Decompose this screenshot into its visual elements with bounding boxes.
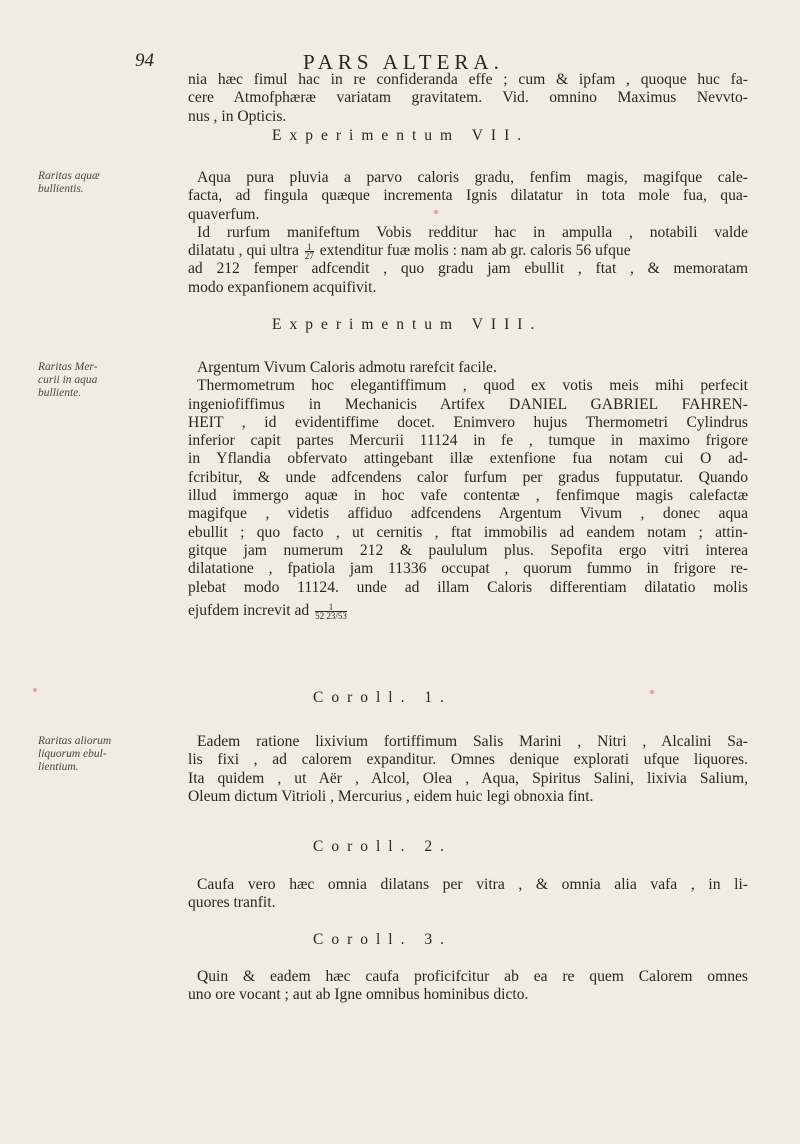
margin-note-line: bulliente. — [38, 387, 82, 399]
paper-speck — [650, 690, 654, 694]
intro-paragraph — [188, 71, 748, 126]
text-line: dilatatione , fpatiola jam 11336 occupat , quorum fummo in frigore re- — [188, 560, 748, 578]
text-line: Quin & eadem hæc caufa proficifcitur ab ea re quem Calorem omnes — [197, 968, 748, 985]
text-line: fcribitur, & unde adfcendens calor furfum per gradus fupputatur. Quando — [188, 468, 748, 486]
text-line: Oleum dictum Vitrioli , Mercurius , eidem huic legi obnoxia fint. — [188, 787, 594, 805]
text-line: HEIT , id evidentiffime docet. Enimvero hujus Thermometri Cylindrus — [188, 413, 748, 431]
text-line: quores tranfit. — [188, 894, 276, 912]
margin-note-raritas-aquae — [38, 170, 173, 196]
text-line: nia hæc fimul hac in re confideranda effe ; cum & ipfam , quoque huc fa- — [188, 71, 748, 88]
text-line: uno ore vocant ; aut ab Igne omnibus hominibus dicto. — [188, 986, 529, 1004]
fraction-one-twenty-seventh — [305, 243, 314, 260]
text-line: quaverfum. — [188, 205, 260, 223]
text-line: Eadem ratione lixivium fortiffimum Salis Marini , Nitri , Alcalini Sa- — [197, 733, 748, 750]
text-line: magifque , videtis affiduo adfcendens Argentum Vivum , donec aqua — [188, 505, 748, 523]
paper-speck — [434, 210, 438, 214]
margin-note-line: bullientis. — [38, 183, 84, 195]
text-line: gitque jam numerum 212 & paululum plus. Sepofita ergo vitri interea — [188, 541, 748, 559]
margin-note-line: curii in aqua — [38, 374, 98, 386]
page-number: 94 — [135, 50, 154, 71]
text-line: Id rurfum manifeftum Vobis redditur hac in ampulla , notabili valde — [197, 223, 748, 241]
corollary-1-heading: Coroll. 1. — [313, 689, 452, 706]
corollary-2-text — [188, 876, 748, 913]
text-fragment: extenditur fuæ molis : nam ab gr. caloris 56 ufque — [319, 242, 631, 260]
text-fragment: dilatatu , qui ultra — [188, 242, 299, 260]
fraction-numerator: 1 — [315, 603, 347, 612]
text-line: facta, ad fingula quæque incrementa Ignis dilatatur in tota mole fua, qua- — [188, 187, 748, 205]
text-line: Ita quidem , ut Aër , Alcol, Olea , Aqua, Spiritus Salini, lixivia Salium, — [188, 769, 748, 787]
text-line: in Yflandia obfervato attingebant illæ extenfione fua notam cui O ad- — [188, 450, 748, 468]
text-line: plebat modo 11124. unde ad illam Caloris differentiam dilatatio molis — [188, 578, 748, 596]
fraction-numerator: 1 — [305, 243, 314, 252]
corollary-3-heading: Coroll. 3. — [313, 931, 452, 948]
corollary-2-heading: Coroll. 2. — [313, 838, 452, 855]
experiment-8-text — [188, 359, 748, 625]
fraction-dilatation-ratio — [315, 603, 347, 620]
running-head: PARS ALTERA. — [303, 50, 504, 74]
experiment-7-text — [188, 169, 748, 297]
margin-note-raritas-aliorum — [38, 735, 173, 774]
text-line: modo expanfionem acquifivit. — [188, 278, 377, 296]
fraction-denominator: 27 — [304, 251, 314, 261]
text-line: Argentum Vivum Caloris admotu rarefcit facile. — [197, 359, 497, 376]
experiment-7-heading: Experimentum VII. — [272, 127, 530, 144]
text-line — [188, 597, 748, 625]
text-line: cere Atmofphæræ variatam gravitatem. Vid. omnino Maximus Nevvto- — [188, 89, 748, 107]
corollary-1-text — [188, 733, 748, 806]
text-line: Aqua pura pluvia a parvo caloris gradu, fenfim magis, magifque cale- — [197, 169, 748, 186]
paper-speck — [33, 688, 37, 692]
margin-note-line: liquorum ebul- — [38, 748, 107, 760]
text-line: nus , in Opticis. — [188, 107, 287, 125]
margin-note-line: lientium. — [38, 761, 79, 773]
text-line: lis fixi , ad calorem expanditur. Omnes denique explorati ufque liquores. — [188, 751, 748, 769]
corollary-3-text — [188, 968, 748, 1005]
text-fragment: ejufdem increvit ad — [188, 601, 310, 619]
fraction-denominator: 52 23/53 — [315, 610, 347, 621]
text-line: inferior capit partes Mercurii 11124 in fe , tumque in maximo frigore — [188, 432, 748, 450]
text-line: Thermometrum hoc elegantiffimum , quod ex votis meis mihi perfecit — [197, 377, 748, 395]
margin-note-line: Raritas aliorum — [38, 735, 112, 747]
margin-note-line: Raritas aquæ — [38, 170, 100, 182]
experiment-8-heading: Experimentum VIII. — [272, 316, 543, 333]
text-line: illud immergo aquæ in hoc vafe contentæ , fenfimque magis calefactæ — [188, 487, 748, 505]
text-line — [188, 242, 748, 260]
text-line: Caufa vero hæc omnia dilatans per vitra , & omnia alia vafa , in li- — [197, 876, 748, 893]
margin-note-line: Raritas Mer- — [38, 361, 98, 373]
text-line: ingeniofiffimus in Mechanicis Artifex DANIEL GABRIEL FAHREN- — [188, 395, 748, 413]
margin-note-raritas-mercurii — [38, 361, 173, 400]
text-line: ad 212 femper adfcendit , quo gradu jam ebullit , ftat , & memoratam — [188, 260, 748, 278]
text-line: ebullit ; quo facto , ut cernitis , ftat immobilis ad eandem notam ; attin- — [188, 523, 748, 541]
